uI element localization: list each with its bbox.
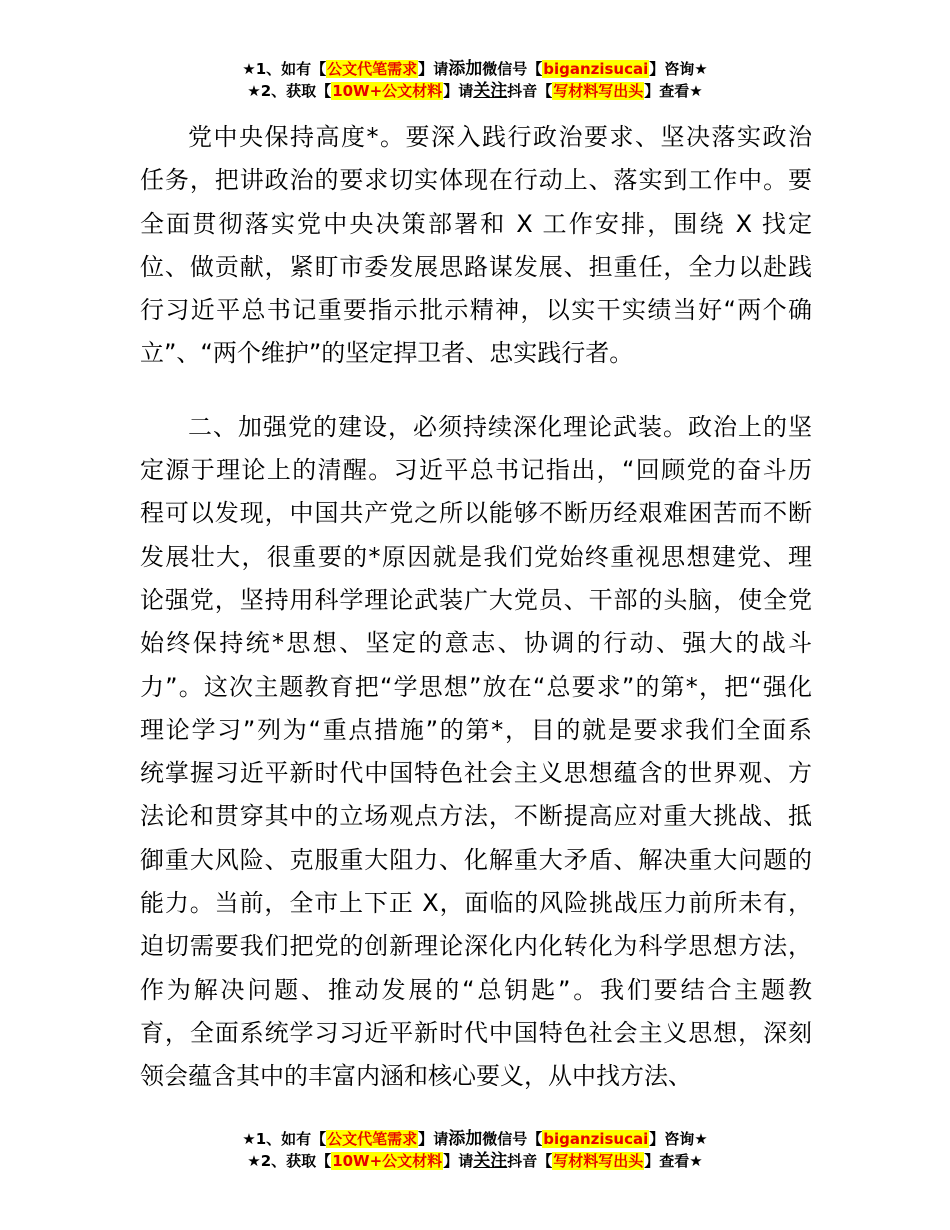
banner-emphasis: 添加 [448, 1129, 483, 1149]
text-line: 程可以发现，中国共产党之所以能够不断历经艰难困苦而不断 [140, 499, 812, 528]
banner-highlight: 10W+公文材料 [332, 1152, 443, 1170]
text-line: 行习近平总书记重要指示批示精神，以实干实绩当好“两个确 [140, 296, 812, 325]
banner-text: 】咨询★ [649, 1130, 708, 1148]
banner-text: 请 [433, 1130, 449, 1148]
banner-text: 抖音【 [507, 1152, 553, 1170]
text-line: 领会蕴含其中的丰富内涵和核心要义，从中找方法、 [140, 1062, 692, 1091]
text-line: 法论和贯穿其中的立场观点方法，不断提高应对重大挑战、抵 [140, 802, 812, 831]
header-banner-line-1 [0, 58, 950, 80]
banner-text: 】 [418, 60, 434, 78]
text-line: 理论学习”列为“重点措施”的第*，目的就是要求我们全面系 [140, 715, 812, 744]
footer-banner-line-2 [0, 1150, 950, 1172]
text-line: 发展壮大，很重要的*原因就是我们党始终重视思想建党、理 [140, 542, 812, 571]
banner-text: ★1、如有 [242, 60, 312, 78]
banner-text: ★1、如有 [242, 1130, 312, 1148]
document-body [140, 116, 812, 1099]
paragraph-2 [140, 406, 812, 1099]
banner-text: 】咨询★ [649, 60, 708, 78]
banner-text: 】 [418, 1130, 434, 1148]
banner-text: 微信号【 [482, 1130, 543, 1148]
banner-text: 】查看★ [644, 82, 703, 100]
text-line: 论强党，坚持用科学理论武装广大党员、干部的头脑，使全党 [140, 585, 812, 614]
text-line: 作为解决问题、推动发展的“总钥匙”。我们要结合主题教 [140, 975, 812, 1004]
text-line: 定源于理论上的清醒。习近平总书记指出，“回顾党的奋斗历 [140, 456, 812, 485]
header-banner [0, 58, 950, 102]
text-line: 党中央保持高度*。要深入践行政治要求、坚决落实政治 [188, 123, 812, 151]
banner-highlight: 公文代笔需求 [327, 60, 418, 78]
banner-emphasis: 添加 [448, 59, 483, 79]
paragraph-gap [140, 376, 812, 406]
banner-highlight: 写材料写出头 [553, 1152, 644, 1170]
header-banner-line-2 [0, 80, 950, 102]
text-line: 二、加强党的建设，必须持续深化理论武装。政治上的坚 [188, 412, 812, 441]
text-line: 立”、“两个维护”的坚定捍卫者、忠实践行者。 [140, 339, 634, 368]
banner-text: 】请 [443, 82, 474, 100]
banner-emphasis: 关注 [473, 81, 508, 101]
banner-emphasis: 关注 [473, 1151, 508, 1171]
text-line: 御重大风险、克服重大阻力、化解重大矛盾、解决重大问题的 [140, 845, 812, 874]
footer-banner [0, 1128, 950, 1172]
banner-highlight: 写材料写出头 [553, 82, 644, 100]
banner-text: 请 [433, 60, 449, 78]
banner-text: 【 [311, 60, 327, 78]
text-line: 统掌握习近平新时代中国特色社会主义思想蕴含的世界观、方 [140, 759, 812, 788]
banner-highlight: biganzisucai [543, 1130, 649, 1148]
text-line: 力”。这次主题教育把“学思想”放在“总要求”的第*，把“强化 [140, 672, 812, 701]
banner-text: 【 [311, 1130, 327, 1148]
paragraph-1 [140, 116, 812, 376]
banner-text: 】查看★ [644, 1152, 703, 1170]
text-line: 任务，把讲政治的要求切实体现在行动上、落实到工作中。要 [140, 166, 812, 195]
text-line: 始终保持统*思想、坚定的意志、协调的行动、强大的战斗 [140, 629, 812, 658]
banner-highlight: 10W+公文材料 [332, 82, 443, 100]
text-line: 位、做贡献，紧盯市委发展思路谋发展、担重任，全力以赴践 [140, 252, 812, 281]
footer-banner-line-1 [0, 1128, 950, 1150]
banner-text: 抖音【 [507, 82, 553, 100]
text-line: 迫切需要我们把党的创新理论深化内化转化为科学思想方法， [140, 932, 812, 961]
banner-text: ★2、获取【 [247, 82, 332, 100]
banner-highlight: biganzisucai [543, 60, 649, 78]
banner-text: ★2、获取【 [247, 1152, 332, 1170]
text-line: 全面贯彻落实党中央决策部署和 X 工作安排，围绕 X 找定 [140, 209, 812, 238]
banner-highlight: 公文代笔需求 [327, 1130, 418, 1148]
text-line: 能力。当前，全市上下正 X，面临的风险挑战压力前所未有， [140, 889, 812, 918]
text-line: 育，全面系统学习习近平新时代中国特色社会主义思想，深刻 [140, 1018, 812, 1047]
banner-text: 微信号【 [482, 60, 543, 78]
banner-text: 】请 [443, 1152, 474, 1170]
